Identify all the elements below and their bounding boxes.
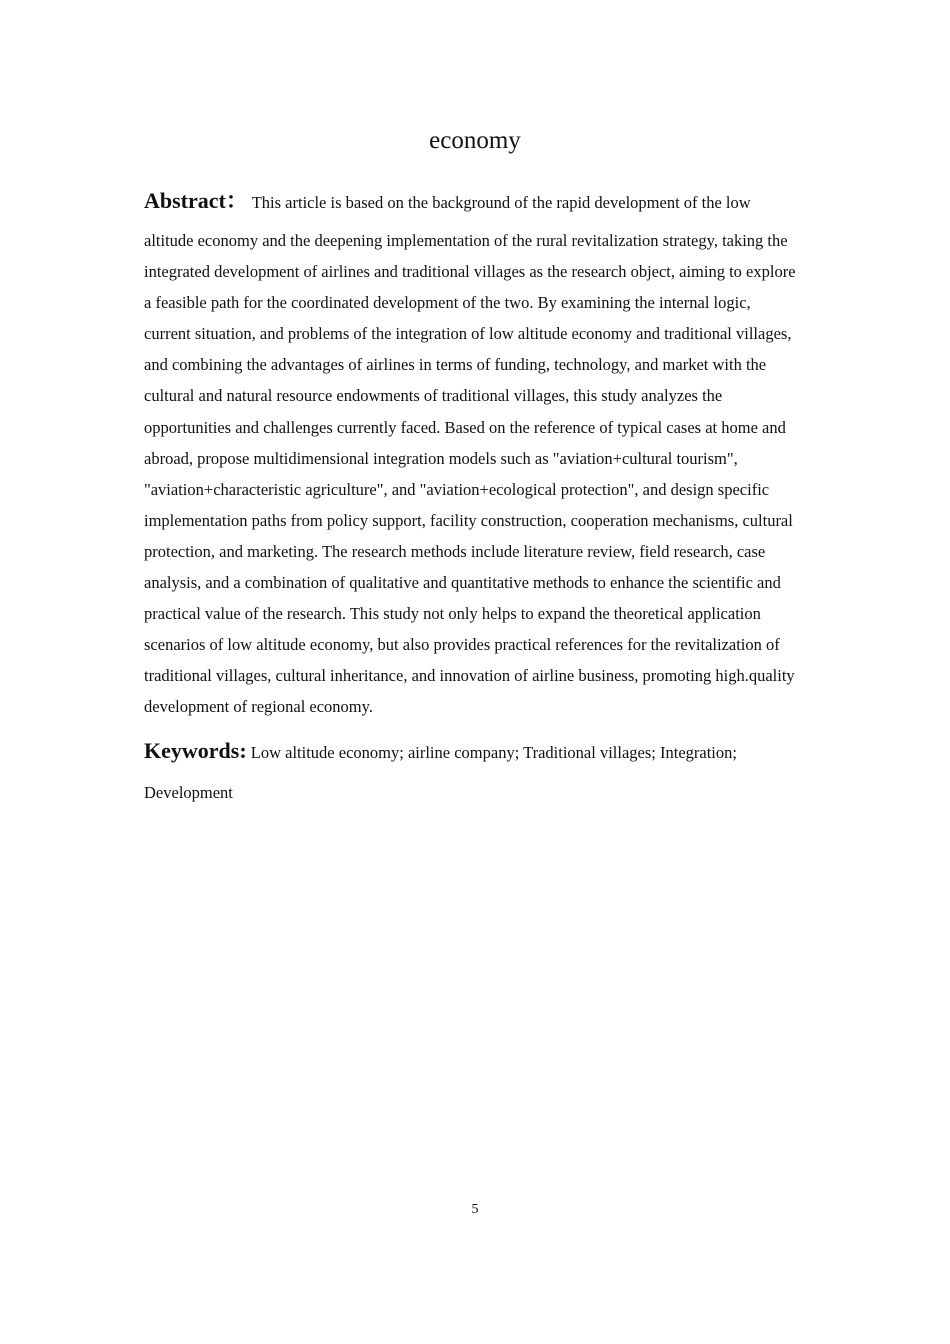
abstract-text-line: opportunities and challenges currently faced. Based on the reference of typical cases at home and [144, 417, 786, 437]
abstract-text-line: current situation, and problems of the integration of low altitude economy and traditional villages, [144, 324, 792, 344]
abstract-text-line: traditional villages, cultural inheritance, and innovation of airline business, promoting high.quality [144, 666, 795, 686]
abstract-text-line: analysis, and a combination of qualitative and quantitative methods to enhance the scientific and [144, 573, 781, 593]
abstract-text-line: practical value of the research. This study not only helps to expand the theoretical application [144, 604, 761, 624]
abstract-section [144, 185, 810, 723]
page-number: 5 [471, 1202, 479, 1217]
abstract-body [144, 225, 810, 723]
keywords-text-line: Low altitude economy; airline company; Traditional villages; Integration; [250, 743, 737, 762]
abstract-text-line: implementation paths from policy support, facility construction, cooperation mechanisms, cultural [144, 510, 793, 530]
abstract-text-line: "aviation+characteristic agriculture", and "aviation+ecological protection", and design specific [144, 479, 770, 499]
abstract-text-line: scenarios of low altitude economy, but also provides practical references for the revitalization of [144, 635, 780, 655]
abstract-text-line: altitude economy and the deepening implementation of the rural revitalization strategy, taking the [144, 231, 788, 250]
abstract-text-line: development of regional economy. [144, 697, 373, 717]
abstract-text-line: and combining the advantages of airlines in terms of funding, technology, and market with the [144, 355, 767, 375]
abstract-text-line: abroad, propose multidimensional integration models such as "aviation+cultural tourism", [144, 448, 738, 468]
keywords-first-line [144, 736, 810, 778]
page-title: economy [429, 127, 521, 154]
abstract-text-line: integrated development of airlines and traditional villages as the research object, aiming to explore [144, 262, 796, 282]
abstract-text-line: cultural and natural resource endowments of traditional villages, this study analyzes the [144, 386, 723, 406]
abstract-text-line: This article is based on the background of the rapid development of the low [251, 193, 751, 212]
abstract-first-line [144, 185, 810, 225]
keywords-heading: Keywords: [144, 738, 247, 763]
keywords-text-line: Development [144, 783, 233, 802]
abstract-text-line: a feasible path for the coordinated development of the two. By examining the internal logic, [144, 293, 751, 313]
abstract-heading: Abstract： [144, 188, 248, 213]
keywords-section [144, 736, 810, 808]
abstract-text-line: protection, and marketing. The research methods include literature review, field research, case [144, 541, 766, 561]
